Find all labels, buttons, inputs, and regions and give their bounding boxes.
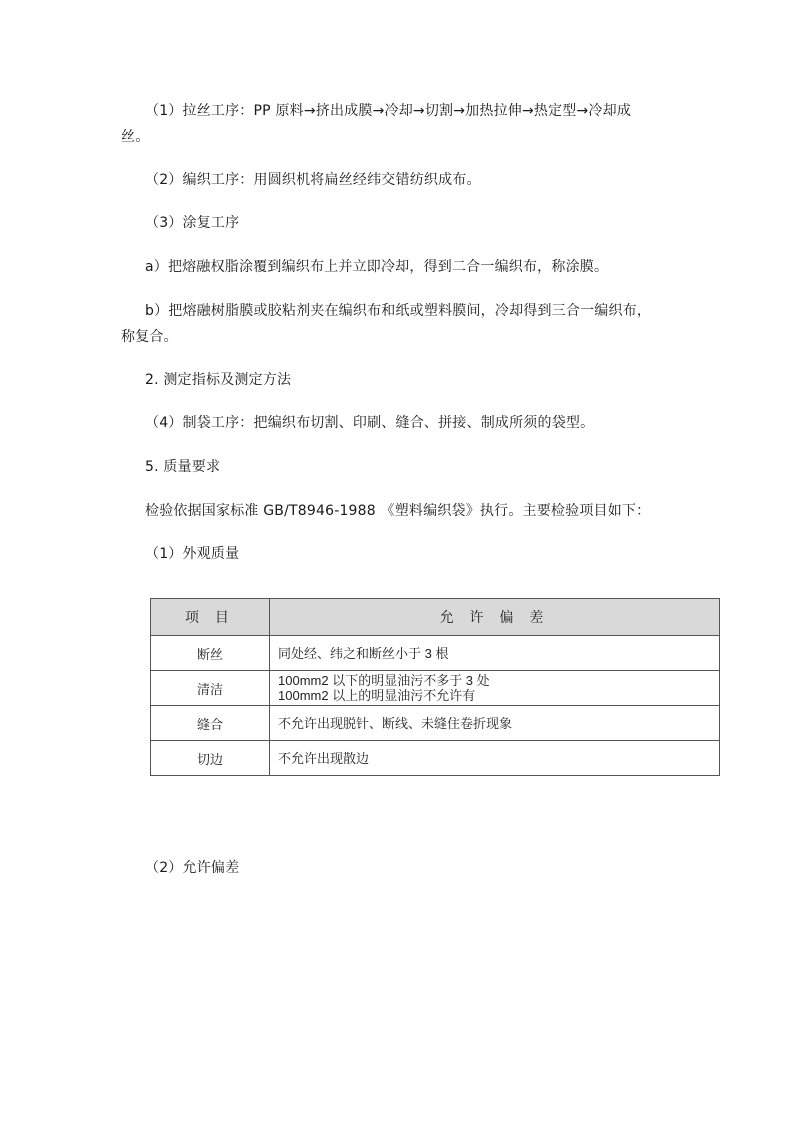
row-value-line: 不允许出现脱针、断线、未缝住卷折现象 (278, 715, 513, 731)
paragraph-coating-b (145, 299, 651, 323)
row-value (270, 636, 720, 671)
row-item: 断丝 (151, 636, 270, 671)
row-item: 缝合 (151, 706, 270, 741)
paragraph-bag-making (145, 411, 594, 435)
table-row (151, 671, 720, 706)
row-value (270, 706, 720, 741)
row-item: 清洁 (151, 671, 270, 706)
subheading-allowed-deviation (145, 856, 239, 880)
header-item: 项 目 (151, 599, 270, 636)
paragraph-weaving-process (145, 168, 481, 192)
table-row (151, 706, 720, 741)
paragraph-text: 称复合。 (121, 329, 178, 345)
paragraph-text: （2）允许偏差 (145, 860, 240, 876)
table-row (151, 741, 720, 776)
row-value-line: 100mm2 以上的明显油污不允许有 (278, 688, 476, 703)
paragraph-text: a）把熔融权脂涂覆到编织布上并立即冷却，得到二合一编织布，称涂膜。 (145, 259, 609, 275)
row-value-line: 同处经、纬之和断丝小于 3 根 (278, 645, 449, 661)
paragraph-inspection-standard (145, 499, 650, 523)
row-value-line: 不允许出现散边 (278, 750, 370, 766)
paragraph-drawing-process (145, 99, 631, 123)
paragraph-text: 检验依据国家标准 GB/T8946-1988 《塑料编织袋》执行。主要检验项目如下： (145, 503, 651, 519)
paragraph-text: （1）拉丝工序：PP 原料→挤出成膜→冷却→切割→加热拉伸→热定型→冷却成 (145, 103, 632, 119)
paragraph-text: 丝。 (121, 129, 150, 145)
paragraph-text: b）把熔融树脂膜或胶粘剂夹在编织布和纸或塑料膜间，冷却得到三合一编织布， (145, 303, 652, 319)
table-header-row (151, 599, 720, 636)
row-value-line: 100mm2 以下的明显油污不多于 3 处 (278, 673, 490, 688)
row-value (270, 671, 720, 706)
paragraph-coating-b-cont (121, 325, 178, 349)
paragraph-text: （4）制袋工序：把编织布切割、印刷、缝合、拼接、制成所须的袋型。 (145, 415, 595, 431)
section-heading-measurement (145, 368, 291, 392)
section-heading-quality (145, 455, 220, 479)
paragraph-coating-a (145, 255, 608, 279)
paragraph-text: （3）涂复工序 (145, 215, 240, 231)
appearance-quality-table (150, 598, 720, 776)
paragraph-text: 5. 质量要求 (145, 459, 221, 475)
subheading-appearance-quality (145, 542, 239, 566)
paragraph-text: （1）外观质量 (145, 546, 240, 562)
row-item: 切边 (151, 741, 270, 776)
paragraph-text: 2. 测定指标及测定方法 (145, 372, 292, 388)
paragraph-text: （2）编织工序：用圆织机将扁丝经纬交错纺织成布。 (145, 172, 481, 188)
paragraph-drawing-process-cont (121, 125, 149, 149)
header-tolerance: 允 许 偏 差 (270, 599, 720, 636)
paragraph-coating-heading (145, 211, 239, 235)
table-row (151, 636, 720, 671)
row-value (270, 741, 720, 776)
